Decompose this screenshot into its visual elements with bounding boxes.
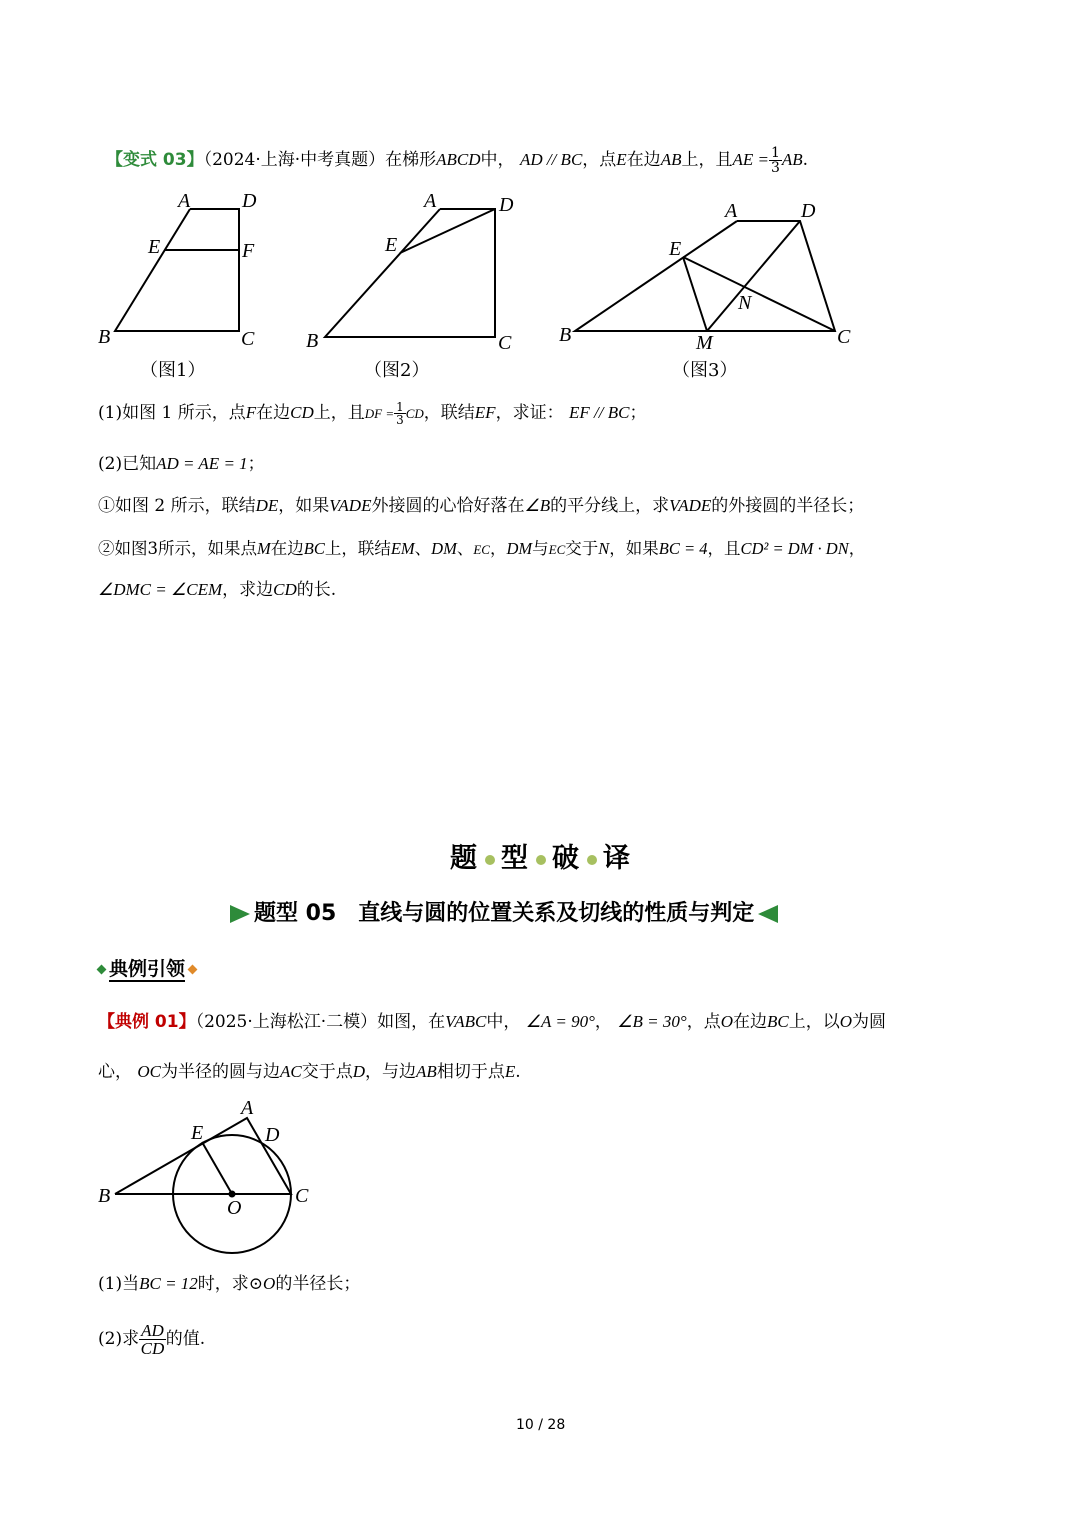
fig3-label-b: B — [559, 324, 572, 346]
section-dot-1 — [485, 855, 495, 865]
fig3-label-c: C — [837, 326, 851, 348]
section-dot-2 — [536, 855, 546, 865]
figure-3-trapezoid — [555, 195, 865, 355]
ex-label-e: E — [191, 1122, 204, 1144]
ex-label-b: B — [98, 1185, 111, 1207]
fig3-caption: （图3） — [672, 360, 738, 381]
variant-header: 【变式 03】（2024·上海·中考真题）在梯形ABCD中， AD // BC，点E在边AB上，且AE = $\frac{1}{3}$ AB. — [106, 145, 809, 176]
example-question-1: (1)当BC = 12时，求⊙O的半径长； — [98, 1274, 361, 1294]
example-line-2: 心， OC为半径的圆与边AC交于点D，与边AB相切于点E. — [98, 1062, 521, 1082]
fig2-label-a: A — [424, 190, 437, 212]
section-title: 题 型 破 译 — [450, 843, 632, 874]
fig3-label-m: M — [696, 332, 713, 354]
question-2-part-2: ②如图3所示，如果点M在边BC上，联结EM、DM、EC，DM与EC交于N，如果BC = 4，且CD² = DM · DN， — [98, 539, 866, 558]
example-line-1: 【典例 01】（2025·上海松江·二模）如图，在VABC中， ∠A = 90°， ∠B = 30°，点O在边BC上，以O为圆 — [98, 1012, 886, 1032]
ex-label-a: A — [241, 1097, 254, 1119]
section-dot-3 — [587, 855, 597, 865]
question-2-part-1: ①如图 2 所示，联结DE，如果VADE外接圆的心恰好落在∠B的平分线上，求VADE的外接圆的半径长； — [98, 496, 865, 516]
fig3-label-a: A — [725, 200, 738, 222]
example-tag: 【典例 01】 — [98, 1012, 196, 1032]
figure-2-trapezoid — [300, 185, 530, 355]
fig2-label-e: E — [385, 234, 398, 256]
fraction-one-third: $\frac{1}{3}$ — [770, 145, 780, 176]
figure-1-trapezoid — [90, 185, 280, 355]
fig1-label-a: A — [178, 190, 191, 212]
question-1: (1)如图 1 所示，点F在边CD上，且DF = $\frac{1}{3}$ CD，联结EF，求证： EF // BC； — [98, 400, 647, 427]
fraction-df: $\frac{1}{3}$ — [396, 400, 404, 427]
fig1-label-c: C — [241, 328, 255, 350]
fig3-label-d: D — [801, 200, 816, 222]
page-number: 10 / 28 — [516, 1417, 566, 1433]
fig2-label-b: B — [306, 330, 319, 352]
diamond-orange-icon — [188, 965, 198, 975]
fig3-label-e: E — [669, 238, 682, 260]
diamond-green-icon — [97, 965, 107, 975]
type-title: 题型 05 直线与圆的位置关系及切线的性质与判定 — [230, 896, 778, 927]
ex-label-o: O — [227, 1197, 242, 1219]
question-2: (2)已知AD = AE = 1； — [98, 454, 265, 474]
example-question-2: (2)求 $\frac{AD}{CD}$ 的值. — [98, 1321, 206, 1358]
triangle-left-icon — [758, 905, 778, 923]
fig1-label-e: E — [148, 236, 161, 258]
fig2-label-d: D — [499, 194, 514, 216]
fig2-label-c: C — [498, 332, 512, 354]
sub-title: 典例引领 — [98, 954, 196, 981]
fraction-ad-cd: $\frac{AD}{CD}$ — [140, 1321, 165, 1358]
fig1-caption: （图1） — [140, 360, 206, 381]
example-figure-circle — [90, 1095, 330, 1265]
fig1-label-b: B — [98, 326, 111, 348]
ex-label-d: D — [265, 1124, 280, 1146]
fig1-label-f: F — [242, 240, 255, 262]
question-2-part-2-cont: ∠DMC = ∠CEM，求边CD的长. — [98, 580, 337, 600]
ex-label-c: C — [295, 1185, 309, 1207]
fig2-caption: （图2） — [364, 360, 430, 381]
fig3-label-n: N — [738, 292, 752, 314]
variant-tag: 【变式 03】 — [106, 150, 204, 170]
fig1-label-d: D — [242, 190, 257, 212]
triangle-right-icon — [230, 905, 250, 923]
